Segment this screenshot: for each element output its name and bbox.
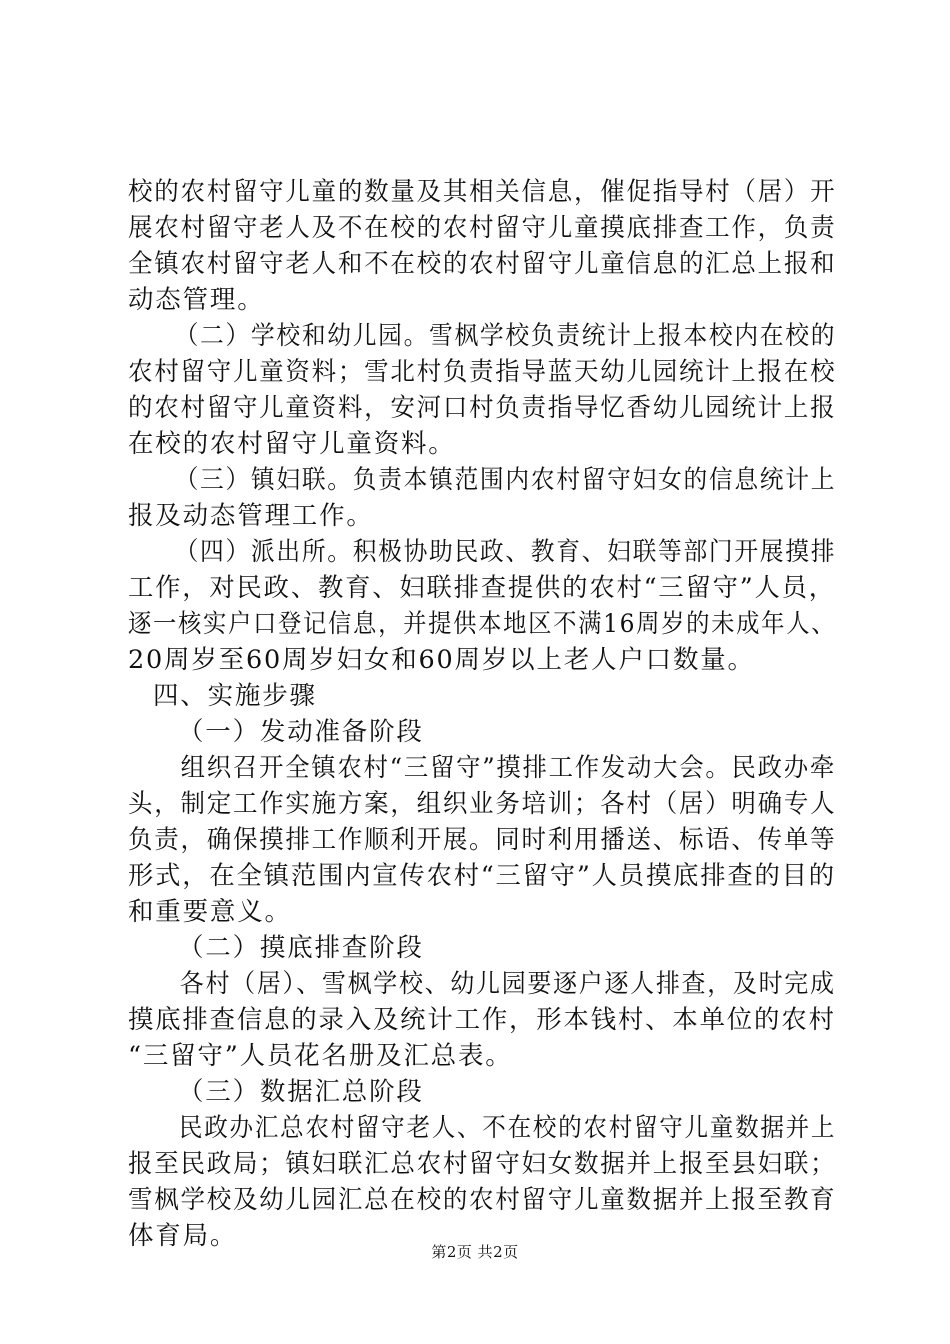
paragraph-start-line: 民政办汇总农村留守老人、不在校的农村留守儿童数据并上: [178, 1113, 837, 1143]
text-line: 动态管理。: [128, 285, 265, 315]
text-line: 报及动态管理工作。: [128, 501, 374, 531]
text-line: 农村留守儿童资料；雪北村负责指导蓝天幼儿园统计上报在校: [128, 357, 837, 387]
text-line: 摸底排查信息的录入及统计工作，形本钱村、本单位的农村: [128, 1005, 836, 1035]
text-line: 展农村留守老人及不在校的农村留守儿童摸底排查工作，负责: [128, 213, 837, 243]
text-line: 和重要意义。: [128, 897, 292, 927]
text-line: 报至民政局；镇妇联汇总农村留守妇女数据并上报至县妇联；: [128, 1149, 837, 1179]
subsection-heading: （三）数据汇总阶段: [178, 1077, 424, 1107]
text-line: 在校的农村留守儿童资料。: [128, 429, 456, 459]
paragraph-start-line: （二）学校和幼儿园。雪枫学校负责统计上报本校内在校的: [174, 321, 837, 351]
text-line: 头，制定工作实施方案，组织业务培训；各村（居）明确专人: [128, 789, 837, 819]
page-number-footer: 第2页 共2页: [431, 1243, 519, 1261]
text-line: 体育局。: [128, 1221, 238, 1251]
text-line: 雪枫学校及幼儿园汇总在校的农村留守儿童数据并上报至教育: [128, 1185, 837, 1215]
subsection-heading: （一）发动准备阶段: [178, 717, 424, 747]
paragraph-start-line: （三）镇妇联。负责本镇范围内农村留守妇女的信息统计上: [174, 465, 837, 495]
text-line: 逐一核实户口登记信息，并提供本地区不满16周岁的未成年人、: [128, 609, 837, 639]
text-line: 的农村留守儿童资料，安河口村负责指导忆香幼儿园统计上报: [128, 393, 837, 423]
text-line: 校的农村留守儿童的数量及其相关信息，催促指导村（居）开: [128, 177, 837, 207]
section-heading: 四、实施步骤: [153, 681, 317, 711]
text-line: 工作，对民政、教育、妇联排查提供的农村“三留守”人员，: [128, 573, 836, 603]
paragraph-start-line: （四）派出所。积极协助民政、教育、妇联等部门开展摸排: [174, 537, 837, 567]
text-line: 负责，确保摸排工作顺利开展。同时利用播送、标语、传单等: [128, 825, 837, 855]
document-body: [128, 174, 836, 1254]
text-line: 全镇农村留守老人和不在校的农村留守儿童信息的汇总上报和: [128, 249, 837, 279]
subsection-heading: （二）摸底排查阶段: [178, 933, 424, 963]
text-line: 形式，在全镇范围内宣传农村“三留守”人员摸底排查的目的: [128, 861, 836, 891]
text-line: “三留守”人员花名册及汇总表。: [128, 1041, 513, 1071]
text-line: 20周岁至60周岁妇女和60周岁以上老人户口数量。: [128, 645, 755, 675]
paragraph-start-line: 各村（居）、雪枫学校、幼儿园要逐户逐人排查，及时完成: [179, 969, 836, 999]
paragraph-start-line: 组织召开全镇农村“三留守”摸排工作发动大会。民政办牵: [180, 753, 837, 783]
